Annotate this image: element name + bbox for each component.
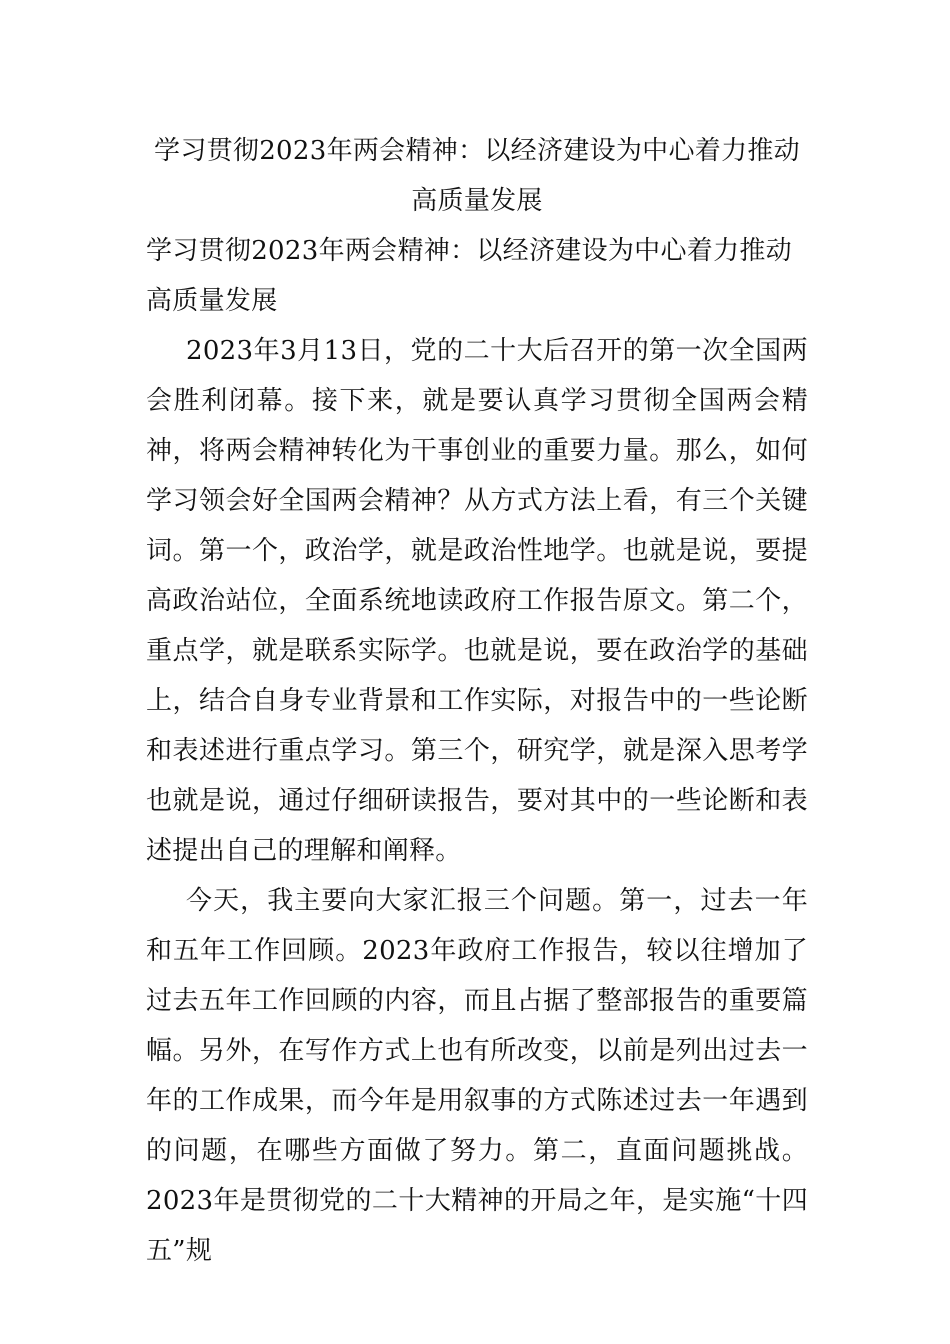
paragraph-1: 2023年3月13日，党的二十大后召开的第一次全国两会胜利闭幕。接下来，就是要认真学习贯彻全国两会精神，将两会精神转化为干事创业的重要力量。那么，如何学习领会好全国两会精神？从方式方法上看，有三个关键词。第一个，政治学，就是政治性地学。也就是说，要提高政治站位，全面系统地读政府工作报告原文。第二个，重点学，就是联系实际学。也就是说，要在政治学的基础上，结合自身专业背景和工作实际，对报告中的一些论断和表述进行重点学习。第三个，研究学，就是深入思考学也就是说，通过仔细研读报告，要对其中的一些论断和表述提出自己的理解和阐释。 [146, 336, 808, 866]
paragraph-2: 今天，我主要向大家汇报三个问题。第一，过去一年和五年工作回顾。2023年政府工作报告，较以往增加了过去五年工作回顾的内容，而且占据了整部报告的重要篇幅。另外，在写作方式上也有所改变，以前是列出过去一年的工作成果，而今年是用叙事的方式陈述过去一年遇到的问题，在哪些方面做了努力。第二，直面问题挑战。2023年是贯彻党的二十大精神的开局之年，是实施“十四五”规 [146, 886, 808, 1266]
document-subtitle: 学习贯彻2023年两会精神：以经济建设为中心着力推动高质量发展 [146, 236, 792, 316]
document-page [146, 126, 808, 1276]
document-title: 学习贯彻2023年两会精神：以经济建设为中心着力推动高质量发展 [154, 136, 800, 216]
